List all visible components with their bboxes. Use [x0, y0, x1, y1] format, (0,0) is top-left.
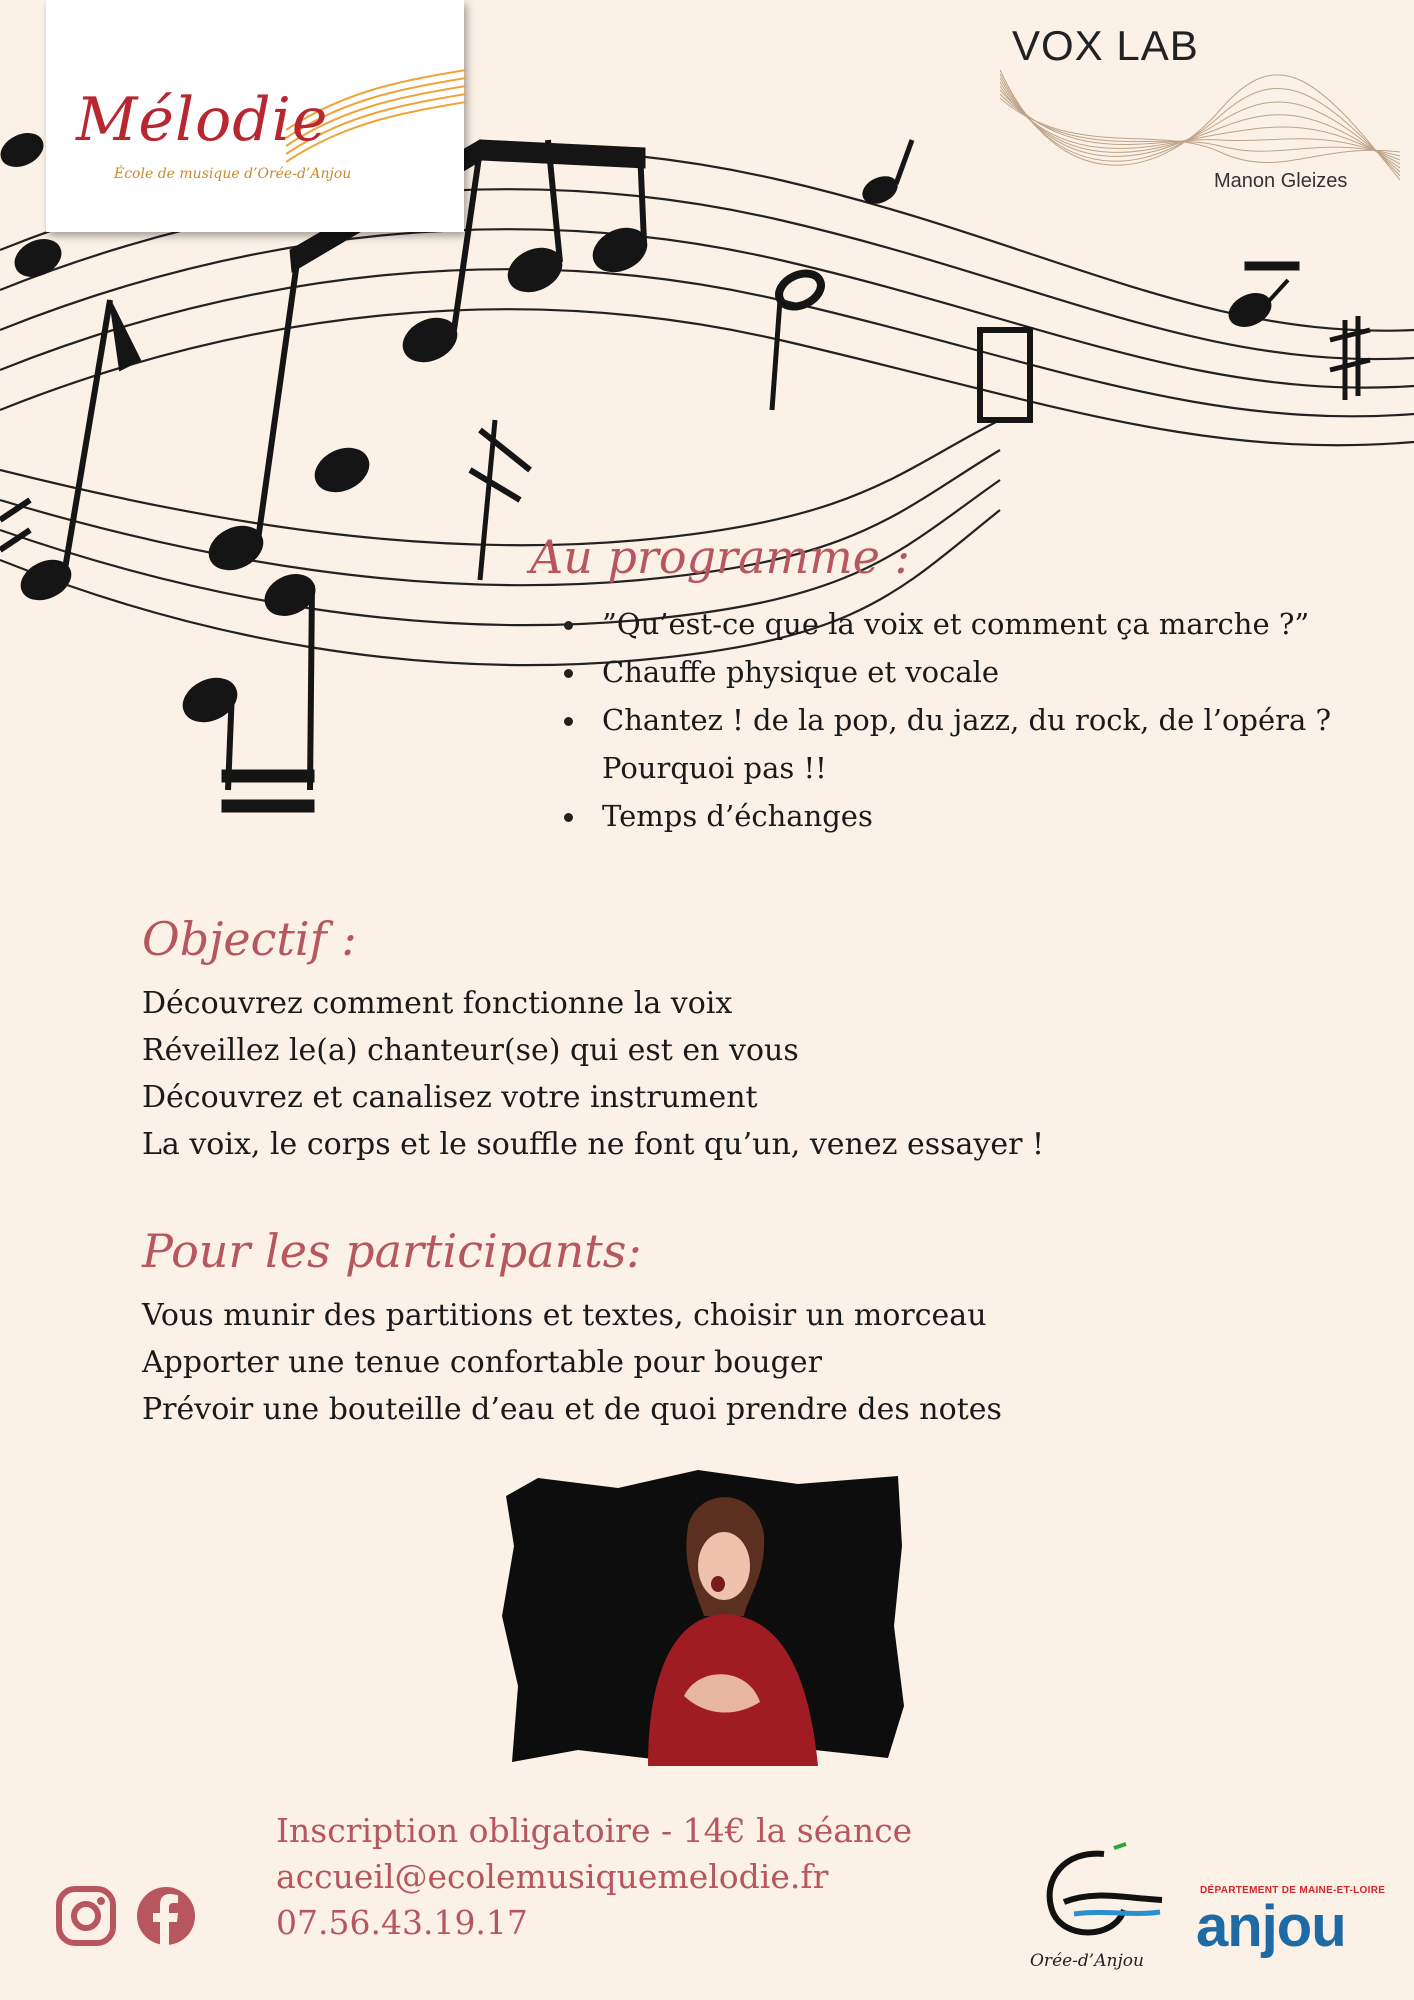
melodie-subtitle: École de musique d’Orée-d’Anjou: [114, 166, 352, 182]
list-item: Chantez ! de la pop, du jazz, du rock, de l’opéra ? Pourquoi pas !!: [560, 696, 1331, 792]
objectif-text: Découvrez comment fonctionne la voix Réveillez le(a) chanteur(se) qui est en vous Découvrez et canalisez votre instrument La voix, le corps et le souffle ne font qu’un, venez essayer !: [142, 986, 1045, 1162]
list-item: ”Qu’est-ce que la voix et comment ça marche ?”: [560, 600, 1331, 648]
instagram-icon[interactable]: [56, 1886, 116, 1946]
contact-info: [276, 1808, 912, 1946]
anjou-department: DÉPARTEMENT DE MAINE-ET-LOIRE: [1200, 1885, 1386, 1896]
melodie-name: Mélodie: [76, 85, 329, 155]
voxlab-title: VOX LAB: [1012, 22, 1199, 69]
anjou-name: anjou: [1196, 1894, 1346, 1959]
singer-photo: [498, 1466, 908, 1766]
list-item: Chauffe physique et vocale: [560, 648, 1331, 696]
bullet-icon: [564, 669, 573, 678]
participants-heading: Pour les participants:: [142, 1224, 642, 1278]
objectif-heading: Objectif :: [142, 912, 357, 966]
bullet-icon: [564, 717, 573, 726]
oree-caption: Orée-d’Anjou: [1030, 1951, 1144, 1971]
oree-logo-icon: [1034, 1840, 1164, 1950]
inscription-text: Inscription obligatoire - 14€ la séance: [276, 1811, 913, 1850]
programme-list: [560, 600, 1331, 840]
bullet-icon: [564, 813, 573, 822]
bullet-icon: [564, 621, 573, 630]
voxlab-author: Manon Gleizes: [1214, 170, 1348, 192]
phone-number[interactable]: 07.56.43.19.17: [276, 1903, 528, 1942]
email-link[interactable]: accueil@ecolemusiquemelodie.fr: [276, 1857, 829, 1896]
list-item: Temps d’échanges: [560, 792, 1331, 840]
facebook-icon[interactable]: [136, 1886, 196, 1946]
participants-text: Vous munir des partitions et textes, choisir un morceau Apporter une tenue confortable pour bouger Prévoir une bouteille d’eau et de quoi prendre des notes: [142, 1298, 1002, 1427]
melodie-logo: [46, 0, 464, 232]
programme-heading: Au programme :: [530, 530, 911, 584]
